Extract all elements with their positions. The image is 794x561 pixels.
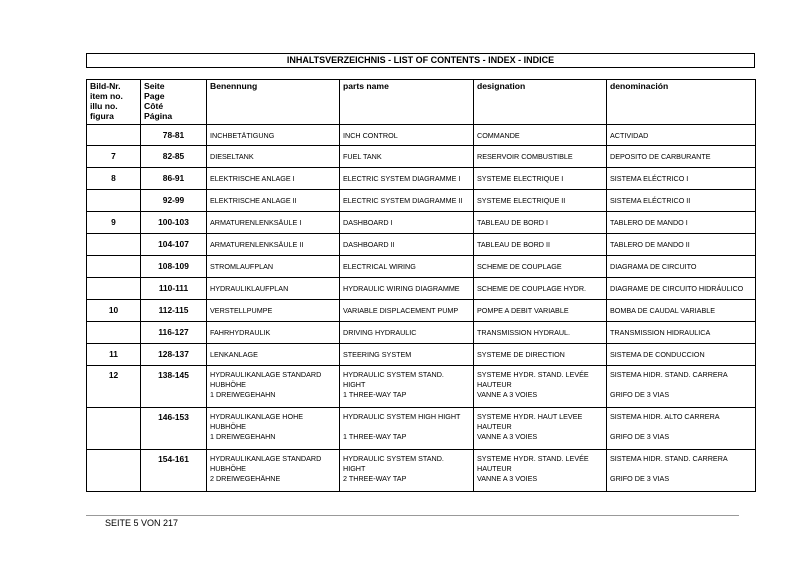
cell-line: DASHBOARD I [343,218,393,227]
cell-line [610,464,752,474]
cell-line [610,380,752,390]
cell-line: 1 THREE-WAY TAP [343,432,407,441]
contents-table [86,79,756,492]
english-name-cell [340,278,474,300]
english-name-cell [340,322,474,344]
page-range-cell: 112-115 [141,300,207,322]
french-name-cell [474,168,607,190]
french-name-cell [474,408,607,450]
cell-line: TRANSMISSION HYDRAUL. [477,328,571,337]
cell-line: ELECTRICAL WIRING [343,262,416,271]
table-row [87,366,756,408]
cell-line: HYDRAULIC SYSTEM STAND. [343,370,444,379]
item-number-cell: 9 [87,212,141,234]
cell-line: TABLERO DE MANDO II [610,240,690,249]
table-row [87,322,756,344]
cell-line: SYSTEME DE DIRECTION [477,350,565,359]
english-name-cell [340,234,474,256]
cell-line: SISTEMA DE CONDUCCION [610,350,705,359]
cell-line: COMMANDE [477,131,520,140]
cell-line: FAHRHYDRAULIK [210,328,271,337]
table-row [87,408,756,450]
cell-line: SYSTEME HYDR. HAUT LEVEE [477,412,583,421]
table-row [87,146,756,168]
german-name-cell [207,450,340,492]
table-row [87,278,756,300]
spanish-name-cell [607,366,756,408]
cell-line: SISTEMA HIDR. ALTO CARRERA [610,412,720,421]
table-row [87,256,756,278]
spanish-name-cell [607,408,756,450]
english-name-cell [340,168,474,190]
cell-line: GRIFO DE 3 VIAS [610,432,670,441]
cell-line: ARMATURENLENKSÄULE II [210,240,304,249]
cell-line: 1 DREIWEGEHAHN [210,390,276,399]
cell-line: HIGHT [343,380,366,389]
cell-line: ACTIVIDAD [610,131,649,140]
french-name-cell [474,278,607,300]
item-number-cell: 8 [87,168,141,190]
cell-line: SISTEMA HIDR. STAND. CARRERA [610,454,728,463]
item-number-cell [87,322,141,344]
page-range-cell: 116-127 [141,322,207,344]
page-footer: SEITE 5 VON 217 [105,518,179,528]
cell-line: INCHBETÄTIGUNG [210,131,275,140]
page-range-cell: 86-91 [141,168,207,190]
cell-line: ARMATURENLENKSÄULE I [210,218,302,227]
english-name-cell [340,450,474,492]
german-name-cell [207,234,340,256]
cell-line: SYSTEME ELECTRIQUE II [477,196,566,205]
cell-line: HYDRAULIKLAUFPLAN [210,284,289,293]
cell-line: VERSTELLPUMPE [210,306,273,315]
english-name-cell [340,190,474,212]
french-name-cell [474,344,607,366]
cell-line: HIGHT [343,464,366,473]
french-name-cell [474,146,607,168]
item-number-cell: 10 [87,300,141,322]
cell-line: POMPE A DEBIT VARIABLE [477,306,569,315]
page-range-cell: 128-137 [141,344,207,366]
cell-line: 1 THREE-WAY TAP [343,390,407,399]
page-range-cell: 100-103 [141,212,207,234]
spanish-name-cell [607,125,756,146]
table-row [87,190,756,212]
item-number-cell: 11 [87,344,141,366]
german-name-cell [207,278,340,300]
cell-line: VARIABLE DISPLACEMENT PUMP [343,306,459,315]
table-row [87,300,756,322]
cell-line: HAUTEUR [477,380,512,389]
header-english: parts name [340,80,474,125]
header-page-line: Côté [144,101,164,111]
page-range-cell: 92-99 [141,190,207,212]
spanish-name-cell [607,234,756,256]
english-name-cell [340,212,474,234]
cell-line: STEERING SYSTEM [343,350,412,359]
cell-line: HAUTEUR [477,464,512,473]
cell-line: ELEKTRISCHE ANLAGE I [210,174,295,183]
table-row [87,450,756,492]
cell-line: DEPOSITO DE CARBURANTE [610,152,711,161]
cell-line: VANNE A 3 VOIES [477,390,538,399]
english-name-cell [340,125,474,146]
spanish-name-cell [607,190,756,212]
header-item-line: item no. [90,91,123,101]
cell-line: VANNE A 3 VOIES [477,432,538,441]
cell-line: SISTEMA ELÉCTRICO I [610,174,689,183]
cell-line: DIAGRAMA DE CIRCUITO [610,262,697,271]
cell-line: ELEKTRISCHE ANLAGE II [210,196,297,205]
cell-line: SCHEME DE COUPLAGE [477,262,562,271]
header-page [141,80,207,125]
footer-divider [86,515,739,516]
header-page-line: Page [144,91,165,101]
french-name-cell [474,300,607,322]
item-number-cell [87,408,141,450]
item-number-cell [87,256,141,278]
cell-line: DIAGRAME DE CIRCUITO HIDRÁULICO [610,284,744,293]
cell-line: 1 DREIWEGEHAHN [210,432,276,441]
cell-line: BOMBA DE CAUDAL VARIABLE [610,306,716,315]
table-row [87,234,756,256]
cell-line: GRIFO DE 3 VIAS [610,390,670,399]
spanish-name-cell [607,168,756,190]
cell-line: TABLERO DE MANDO I [610,218,688,227]
cell-line: SCHEME DE COUPLAGE HYDR. [477,284,587,293]
table-row [87,212,756,234]
item-number-cell [87,125,141,146]
cell-line: DIESELTANK [210,152,254,161]
german-name-cell [207,408,340,450]
item-number-cell: 7 [87,146,141,168]
french-name-cell [474,322,607,344]
cell-line: RESERVOIR COMBUSTIBLE [477,152,573,161]
cell-line: HYDRAULIC SYSTEM HIGH HIGHT [343,412,461,421]
header-page-line: Seite [144,81,165,91]
cell-line: SYSTEME HYDR. STAND. LEVÉE [477,370,589,379]
french-name-cell [474,125,607,146]
spanish-name-cell [607,146,756,168]
item-number-cell: 12 [87,366,141,408]
english-name-cell [340,408,474,450]
header-german: Benennung [207,80,340,125]
cell-line: VANNE A 3 VOIES [477,474,538,483]
item-number-cell [87,278,141,300]
page-range-cell: 108-109 [141,256,207,278]
german-name-cell [207,168,340,190]
german-name-cell [207,300,340,322]
header-item-line: illu no. [90,101,118,111]
page-range-cell: 78-81 [141,125,207,146]
german-name-cell [207,344,340,366]
cell-line: FUEL TANK [343,152,382,161]
table-row [87,168,756,190]
cell-line: HYDRAULIKANLAGE STANDARD [210,370,322,379]
cell-line: ELECTRIC SYSTEM DIAGRAMME I [343,174,461,183]
table-body [87,125,756,492]
german-name-cell [207,366,340,408]
french-name-cell [474,234,607,256]
english-name-cell [340,366,474,408]
cell-line: HUBHÖHE [210,380,246,389]
cell-line: DRIVING HYDRAULIC [343,328,417,337]
cell-line: TABLEAU DE BORD II [477,240,550,249]
item-number-cell [87,190,141,212]
cell-line: TRANSMISSION HIDRAULICA [610,328,711,337]
cell-line: HAUTEUR [477,422,512,431]
page-range-cell: 104-107 [141,234,207,256]
page-range-cell: 146-153 [141,408,207,450]
german-name-cell [207,190,340,212]
cell-line: STROMLAUFPLAN [210,262,274,271]
spanish-name-cell [607,212,756,234]
header-page-line: Página [144,111,173,121]
page-range-cell: 154-161 [141,450,207,492]
cell-line: HYDRAULIKANLAGE STANDARD [210,454,322,463]
english-name-cell [340,344,474,366]
table-row [87,125,756,146]
page-title: INHALTSVERZEICHNIS - LIST OF CONTENTS - INDEX - INDICE [86,53,755,68]
cell-line: GRIFO DE 3 VIAS [610,474,670,483]
page-range-cell: 110-111 [141,278,207,300]
cell-line: DASHBOARD II [343,240,395,249]
cell-line: SISTEMA HIDR. STAND. CARRERA [610,370,728,379]
english-name-cell [340,256,474,278]
item-number-cell [87,234,141,256]
german-name-cell [207,212,340,234]
cell-line [343,422,470,432]
cell-line: 2 THREE-WAY TAP [343,474,407,483]
cell-line: HYDRAULIC SYSTEM STAND. [343,454,444,463]
french-name-cell [474,256,607,278]
header-item-line: figura [90,111,114,121]
german-name-cell [207,146,340,168]
french-name-cell [474,212,607,234]
cell-line: HUBHÖHE [210,422,246,431]
page-range-cell: 82-85 [141,146,207,168]
item-number-cell [87,450,141,492]
spanish-name-cell [607,322,756,344]
header-french: designation [474,80,607,125]
cell-line [610,422,752,432]
cell-line: SYSTEME HYDR. STAND. LEVÉE [477,454,589,463]
french-name-cell [474,366,607,408]
spanish-name-cell [607,450,756,492]
german-name-cell [207,256,340,278]
english-name-cell [340,146,474,168]
spanish-name-cell [607,256,756,278]
spanish-name-cell [607,300,756,322]
cell-line: HUBHÖHE [210,464,246,473]
cell-line: 2 DREIWEGEHÄHNE [210,474,281,483]
cell-line: HYDRAULIKANLAGE HOHE [210,412,304,421]
table-header-row [87,80,756,125]
header-item-no [87,80,141,125]
spanish-name-cell [607,344,756,366]
spanish-name-cell [607,278,756,300]
header-item-line: Bild-Nr. [90,81,121,91]
header-spanish: denominación [607,80,756,125]
german-name-cell [207,322,340,344]
cell-line: HYDRAULIC WIRING DIAGRAMME [343,284,460,293]
cell-line: SYSTEME ELECTRIQUE I [477,174,564,183]
german-name-cell [207,125,340,146]
cell-line: SISTEMA ELÉCTRICO II [610,196,691,205]
french-name-cell [474,450,607,492]
table-row [87,344,756,366]
cell-line: TABLEAU DE BORD I [477,218,548,227]
cell-line: ELECTRIC SYSTEM DIAGRAMME II [343,196,463,205]
cell-line: LENKANLAGE [210,350,258,359]
page-range-cell: 138-145 [141,366,207,408]
french-name-cell [474,190,607,212]
english-name-cell [340,300,474,322]
cell-line: INCH CONTROL [343,131,398,140]
